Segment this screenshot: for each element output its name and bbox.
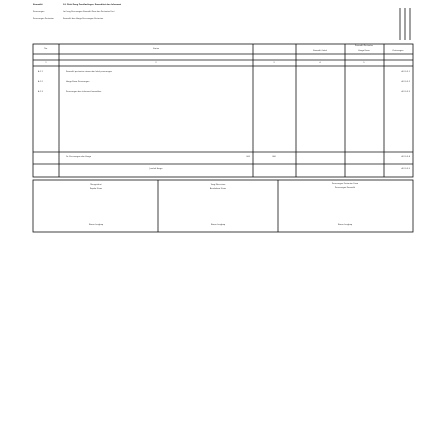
item-4-unit: 000 bbox=[272, 156, 276, 158]
sig-left-title: Mengetahui bbox=[90, 184, 102, 186]
sig-left-org: Kepala Dinas bbox=[89, 188, 103, 190]
col-no-label: No. bbox=[44, 48, 48, 50]
sig-right-org: Penerangan Komoditi bbox=[334, 187, 356, 189]
col-uraian-label: Uraian bbox=[152, 48, 160, 50]
item-2-code: A.1.2 bbox=[38, 81, 43, 83]
col-sub-3: Keterangan bbox=[392, 50, 404, 52]
item-3-name: Penerangan dan informasi komoditas bbox=[66, 91, 102, 93]
col-num-4: 4 bbox=[319, 62, 321, 64]
sig-mid-org: Bendahara Dinas bbox=[209, 188, 227, 190]
col-sub-2: Harga Pasar bbox=[358, 50, 370, 52]
sig-right-name: Nama Lengkap bbox=[337, 224, 353, 226]
sig-left-name: Nama Lengkap bbox=[88, 224, 104, 226]
col-num-3: 3 bbox=[273, 62, 275, 64]
item-2-name: Harga Pasar Penerangan bbox=[66, 81, 90, 83]
item-3-code: A.1.3 bbox=[38, 91, 43, 93]
sig-mid-title: Yang Menerima bbox=[210, 184, 226, 186]
col-sub-1: Komoditi Lokal bbox=[313, 50, 327, 52]
col-num-2: 2 bbox=[155, 62, 157, 64]
item-1-amount: A.2.0.3.1 bbox=[401, 71, 410, 73]
header-line-3: Komoditi dan Harga Penerangan Pertanian bbox=[63, 18, 104, 20]
header-left-1: Komoditi bbox=[33, 4, 43, 6]
item-1-code: A.1.1 bbox=[38, 71, 43, 73]
col-group-label: Komoditi Pertanian bbox=[355, 45, 373, 47]
sig-right-title: Penerangan Pertanian Desa bbox=[331, 183, 359, 185]
item-4-amount: A.2.0.3.4 bbox=[401, 156, 410, 158]
header-left-3: Penerangan Pertanian bbox=[33, 18, 54, 20]
col-num-1: 1 bbox=[45, 62, 47, 64]
item-4-value: 000 bbox=[246, 156, 250, 158]
item-3-amount: A.2.0.3.3 bbox=[401, 91, 410, 93]
header-line-2: Lat lang Penerangan Komoditi Paru dan Pertanian Deri bbox=[63, 11, 115, 13]
col-num-5: 5 bbox=[363, 62, 365, 64]
sig-mid-name: Nama Lengkap bbox=[210, 224, 226, 226]
header-left-2: Penerangan bbox=[33, 11, 45, 13]
header-line-1: 24. Dinh Dang Parallaxlinger, Komoditet dan Informasi bbox=[63, 4, 122, 6]
total-label: Jumlah Harga bbox=[149, 168, 163, 170]
item-1-name: Komoditi pertanian utama dan lokal penerangan bbox=[66, 71, 112, 73]
total-value: A.2.0.3.5 bbox=[401, 168, 410, 170]
item-4-name: Dr. Penerangan dan Harga bbox=[66, 156, 91, 158]
item-2-amount: A.2.0.3.2 bbox=[401, 81, 410, 83]
